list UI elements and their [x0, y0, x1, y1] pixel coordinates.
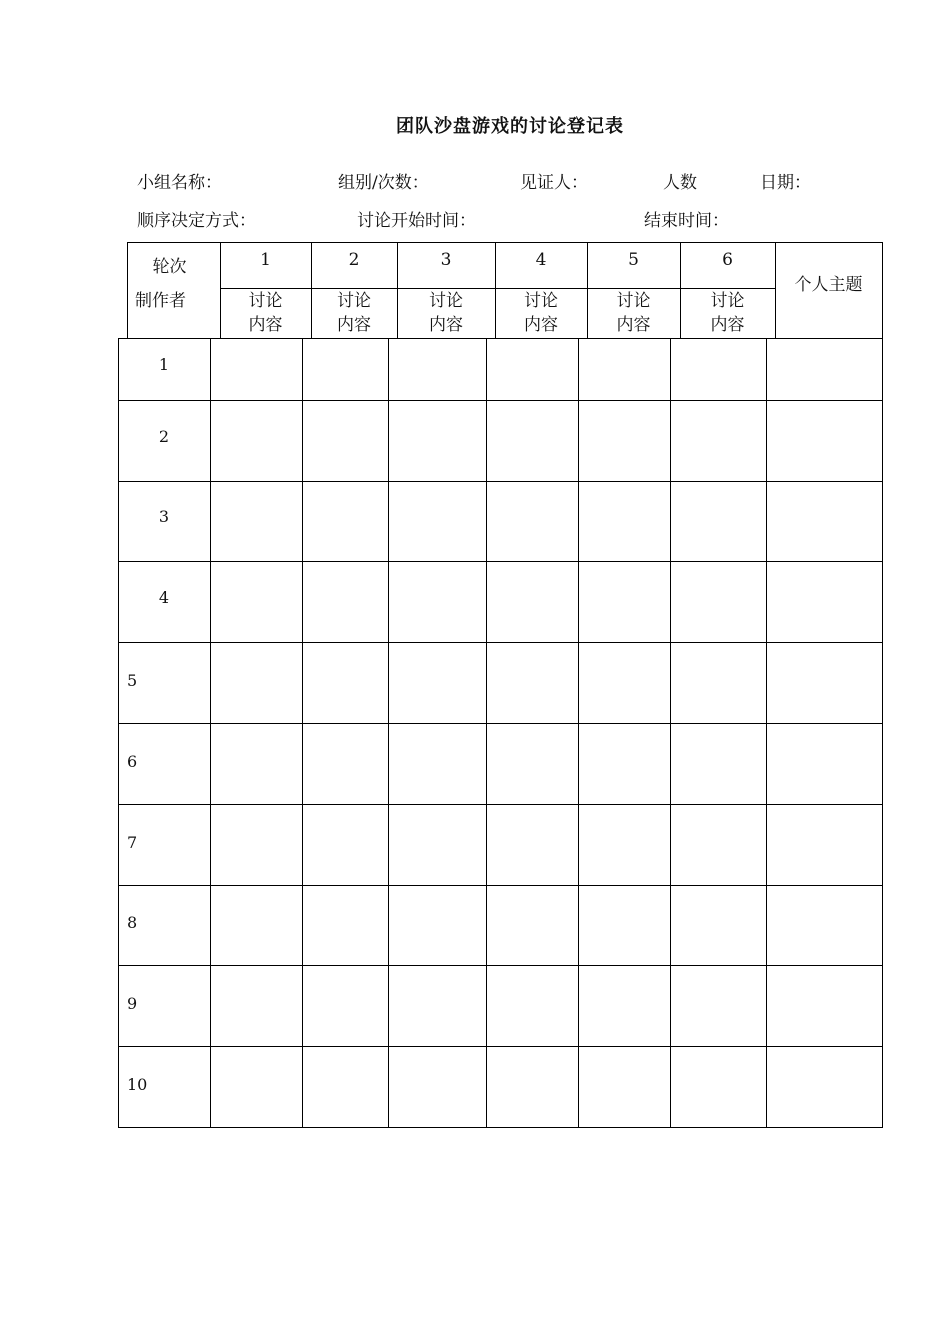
- row-line: [118, 481, 883, 482]
- group-name-label: 小组名称：: [137, 173, 222, 193]
- col-line: [882, 338, 883, 1128]
- row-line: [118, 338, 883, 339]
- witness-label: 见证人：: [520, 173, 588, 193]
- row-line: [118, 723, 883, 724]
- header-border-top: [127, 242, 883, 243]
- end-time-label: 结束时间：: [644, 211, 729, 231]
- date-label: 日期：: [760, 173, 811, 193]
- discuss-label: 讨论: [248, 291, 283, 311]
- row-line: [118, 965, 883, 966]
- people-count-label: 人数: [663, 173, 697, 193]
- col-line: [118, 338, 119, 1128]
- col-line: [388, 338, 389, 1128]
- order-method-label: 顺序决定方式：: [137, 211, 256, 231]
- row-number: 2: [158, 426, 170, 446]
- round-number: 4: [535, 250, 547, 270]
- col-line: [302, 338, 303, 1128]
- row-line: [118, 561, 883, 562]
- discuss-label: 讨论: [429, 291, 463, 311]
- content-label: 内容: [337, 315, 371, 335]
- row-number: 8: [127, 913, 138, 932]
- content-label: 内容: [524, 315, 558, 335]
- start-time-label: 讨论开始时间：: [357, 211, 476, 231]
- content-label: 内容: [248, 315, 283, 335]
- content-label: 内容: [429, 315, 463, 335]
- col-line: [670, 338, 671, 1128]
- col-line: [210, 338, 211, 1128]
- discuss-label: 讨论: [710, 291, 745, 311]
- round-number: 6: [722, 250, 733, 270]
- row-number: 4: [158, 587, 170, 607]
- discuss-label: 讨论: [524, 291, 558, 311]
- row-number: 9: [127, 993, 138, 1013]
- round-number: 5: [628, 250, 639, 270]
- row-line: [118, 1046, 883, 1047]
- row-line: [118, 642, 883, 643]
- row-line: [118, 400, 883, 401]
- col-line: [486, 338, 487, 1128]
- maker-label: 制作者: [135, 291, 186, 311]
- row-number: 3: [158, 507, 170, 526]
- col-line: [578, 338, 579, 1128]
- row-line: [118, 885, 883, 886]
- discuss-label: 讨论: [616, 291, 651, 311]
- row-line: [118, 804, 883, 805]
- content-label: 内容: [616, 315, 651, 335]
- row-number: 6: [127, 751, 138, 771]
- personal-theme-label: 个人主题: [794, 275, 863, 295]
- row-number: 5: [127, 670, 138, 690]
- content-label: 内容: [710, 315, 745, 335]
- row-number: 10: [127, 1074, 148, 1094]
- round-number: 2: [348, 250, 360, 270]
- group-count-label: 组别/次数：: [338, 173, 429, 193]
- round-number: 3: [440, 250, 452, 270]
- row-number: 7: [127, 832, 138, 852]
- round-label: 轮次: [152, 257, 187, 277]
- discuss-label: 讨论: [337, 291, 371, 311]
- round-number: 1: [260, 250, 271, 270]
- col-line: [766, 338, 767, 1128]
- page-title: 团队沙盘游戏的讨论登记表: [396, 116, 624, 137]
- row-line: [118, 1127, 883, 1128]
- row-number: 1: [158, 355, 170, 374]
- header-col-line: [882, 242, 883, 338]
